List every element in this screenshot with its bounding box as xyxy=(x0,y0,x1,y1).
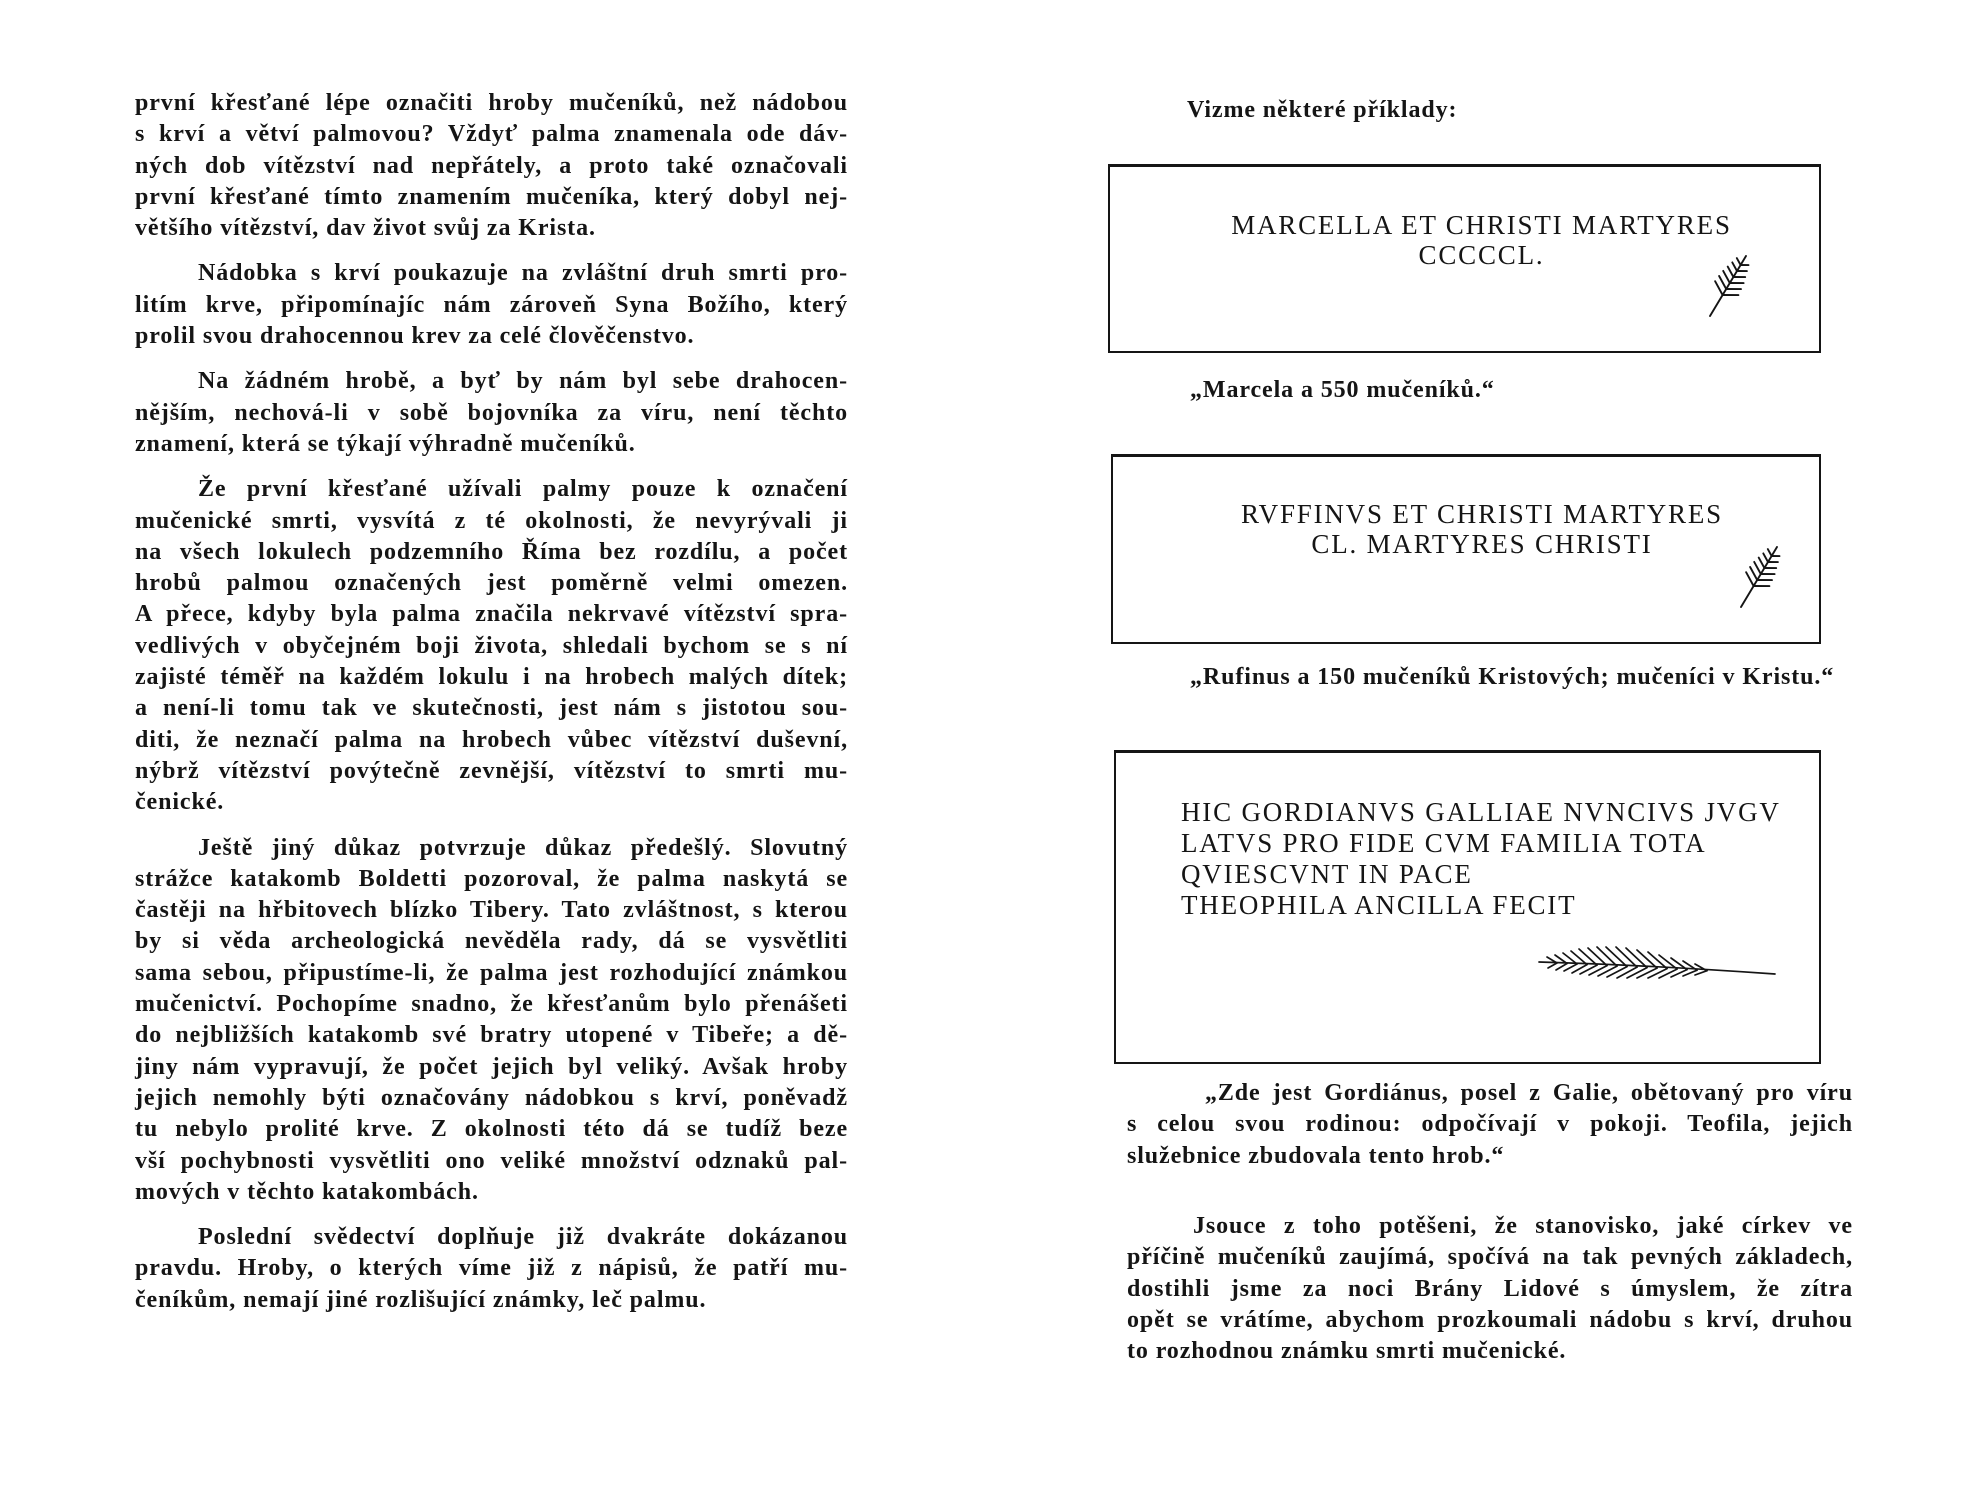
text-line: čenické. xyxy=(135,789,225,816)
text-line: jejich nemohly býti označovány nádobkou s krví, poněvadž xyxy=(135,1084,848,1111)
paragraph xyxy=(135,1222,848,1316)
paragraph xyxy=(135,258,848,352)
text-line: to rozhodnou známku smrti mučenické. xyxy=(1127,1338,1567,1365)
text-line: by si věda archeologická nevěděla rady, dá se vysvětliti xyxy=(135,928,848,955)
closing-paragraph xyxy=(1127,1211,1853,1367)
text-line: zajisté téměř na každém lokulu i na hrobech malých dítek; xyxy=(135,664,848,691)
text-line: dostihli jsme za noci Brány Lidové s úmyslem, že zítra xyxy=(1127,1275,1853,1302)
text-line: první křesťané tímto znamením mučeníka, který dobyl nej- xyxy=(135,183,848,210)
text-line: Poslední svědectví doplňuje již dvakráte dokázanou xyxy=(198,1224,848,1251)
text-line: vší pochybnosti vysvětliti ono veliké množství odznaků pal- xyxy=(135,1147,848,1174)
inscription-line: RVFFINVS ET CHRISTI MARTYRES xyxy=(1241,499,1723,529)
text-line: znamení, která se týkají výhradně mučeníků. xyxy=(135,430,636,457)
inscription-box-2 xyxy=(1111,454,1821,644)
inscription-line: CCCCCL. xyxy=(1418,240,1545,270)
text-line: častěji na hřbitovech blízko Tibery. Tato zvláštnost, s kterou xyxy=(135,897,848,924)
inscription-line: MARCELLA ET CHRISTI MARTYRES xyxy=(1231,210,1732,240)
text-line: sama sebou, připustíme-li, že palma jest rozhodující známkou xyxy=(135,959,848,986)
text-line: většího vítězství, dav život svůj za Krista. xyxy=(135,215,596,242)
text-line: nějším, nechová-li v sobě bojovníka za víru, není těchto xyxy=(135,399,848,426)
text-line: mučenické smrti, vysvítá z té okolnosti, že nevyrývali ji xyxy=(135,507,848,534)
text-line: Že první křesťané užívali palmy pouze k označení xyxy=(198,476,848,503)
text-line: jiny nám vypravují, že počet jejich byl veliký. Avšak hroby xyxy=(135,1053,848,1080)
text-line: Ještě jiný důkaz potvrzuje důkaz předešlý. Slovutný xyxy=(198,834,848,861)
text-line: vedlivých v obyčejném boji života, shledali bychom se s ní xyxy=(135,632,848,659)
palm-branch-icon xyxy=(1704,252,1752,318)
text-line: mových v těchto katakombách. xyxy=(135,1178,479,1205)
text-line: příčině mučeníků zaujímá, spočívá na tak pevných základech, xyxy=(1127,1244,1853,1271)
intro-line: Vizme některé příklady: xyxy=(1187,97,1458,123)
text-line: nýbrž vítězství povýtečně zevnější, vítězství to smrti mu- xyxy=(135,757,848,784)
text-line: čeníkům, nemají jiné rozlišující známky, leč palmu. xyxy=(135,1286,707,1313)
inscription-text xyxy=(1113,499,1819,559)
text-line: „Zde jest Gordiánus, posel z Galie, obětovaný pro víru xyxy=(1205,1080,1853,1106)
inscription-line: LATVS PRO FIDE CVM FAMILIA TOTA xyxy=(1181,828,1707,858)
inscription-translation: „Marcela a 550 mučeníků.“ xyxy=(1190,377,1495,403)
inscription-translation xyxy=(1127,1078,1853,1172)
paragraph xyxy=(135,88,848,244)
text-line: na všech lokulech podzemního Říma bez rozdílu, a počet xyxy=(135,538,848,565)
inscription-line: THEOPHILA ANCILLA FECIT xyxy=(1181,890,1577,920)
text-line: ných dob vítězství nad nepřátely, a proto také označovali xyxy=(135,152,848,179)
text-line: služebnice zbudovala tento hrob.“ xyxy=(1127,1142,1505,1169)
text-line: a není-li tomu tak ve skutečnosti, jest nám s jistotou sou- xyxy=(135,695,848,722)
inscription-box-3 xyxy=(1114,750,1821,1064)
text-line: Jsouce z toho potěšeni, že stanovisko, jaké církev ve xyxy=(1193,1213,1853,1239)
text-line: do nejbližších katakomb své bratry utopené v Tibeře; a dě- xyxy=(135,1022,848,1049)
text-line: první křesťané lépe označiti hroby mučeníků, než nádobou xyxy=(135,90,848,116)
paragraph xyxy=(135,474,848,818)
inscription-line: CL. MARTYRES CHRISTI xyxy=(1311,529,1653,559)
text-line: s krví a větví palmovou? Vždyť palma znamenala ode dáv- xyxy=(135,121,848,148)
text-line: tu nebylo prolité krve. Z okolnosti této dá se tudíž beze xyxy=(135,1116,848,1143)
text-line: Nádobka s krví poukazuje na zvláštní druh smrti pro- xyxy=(198,260,848,287)
text-line: prolil svou drahocennou krev za celé člověčenstvo. xyxy=(135,323,695,350)
text-line: Na žádném hrobě, a byť by nám byl sebe drahocen- xyxy=(198,368,848,395)
paragraph xyxy=(135,833,848,1209)
inscription-text xyxy=(1181,797,1781,921)
text-line: strážce katakomb Boldetti pozoroval, že palma naskytá se xyxy=(135,865,848,892)
text-line: litím krve, připomínajíc nám zároveň Syna Božího, který xyxy=(135,291,848,318)
left-page xyxy=(135,88,848,1316)
inscription-box-1 xyxy=(1108,164,1821,353)
text-line: hrobů palmou označených jest poměrně velmi omezen. xyxy=(135,570,848,597)
text-line: opět se vrátíme, abychom prozkoumali nádobu s krví, druhou xyxy=(1127,1306,1853,1333)
palm-branch-icon xyxy=(1537,940,1777,982)
inscription-translation: „Rufinus a 150 mučeníků Kristových; mučeníci v Kristu.“ xyxy=(1190,664,1835,690)
paragraph xyxy=(135,366,848,460)
text-line: s celou svou rodinou: odpočívají v pokoji. Teofila, jejich xyxy=(1127,1111,1853,1138)
text-line: diti, že neznačí palma na hrobech vůbec vítězství duševní, xyxy=(135,726,848,753)
inscription-line: QVIESCVNT IN PACE xyxy=(1181,859,1473,889)
palm-branch-icon xyxy=(1735,543,1783,609)
inscription-line: HIC GORDIANVS GALLIAE NVNCIVS JVGV xyxy=(1181,797,1781,827)
text-line: pravdu. Hroby, o kterých víme již z nápisů, že patří mu- xyxy=(135,1255,848,1282)
text-line: A přece, kdyby byla palma značila nekrvavé vítězství spra- xyxy=(135,601,848,628)
text-line: mučenictví. Pochopíme snadno, že křesťanům bylo přenášeti xyxy=(135,991,848,1018)
